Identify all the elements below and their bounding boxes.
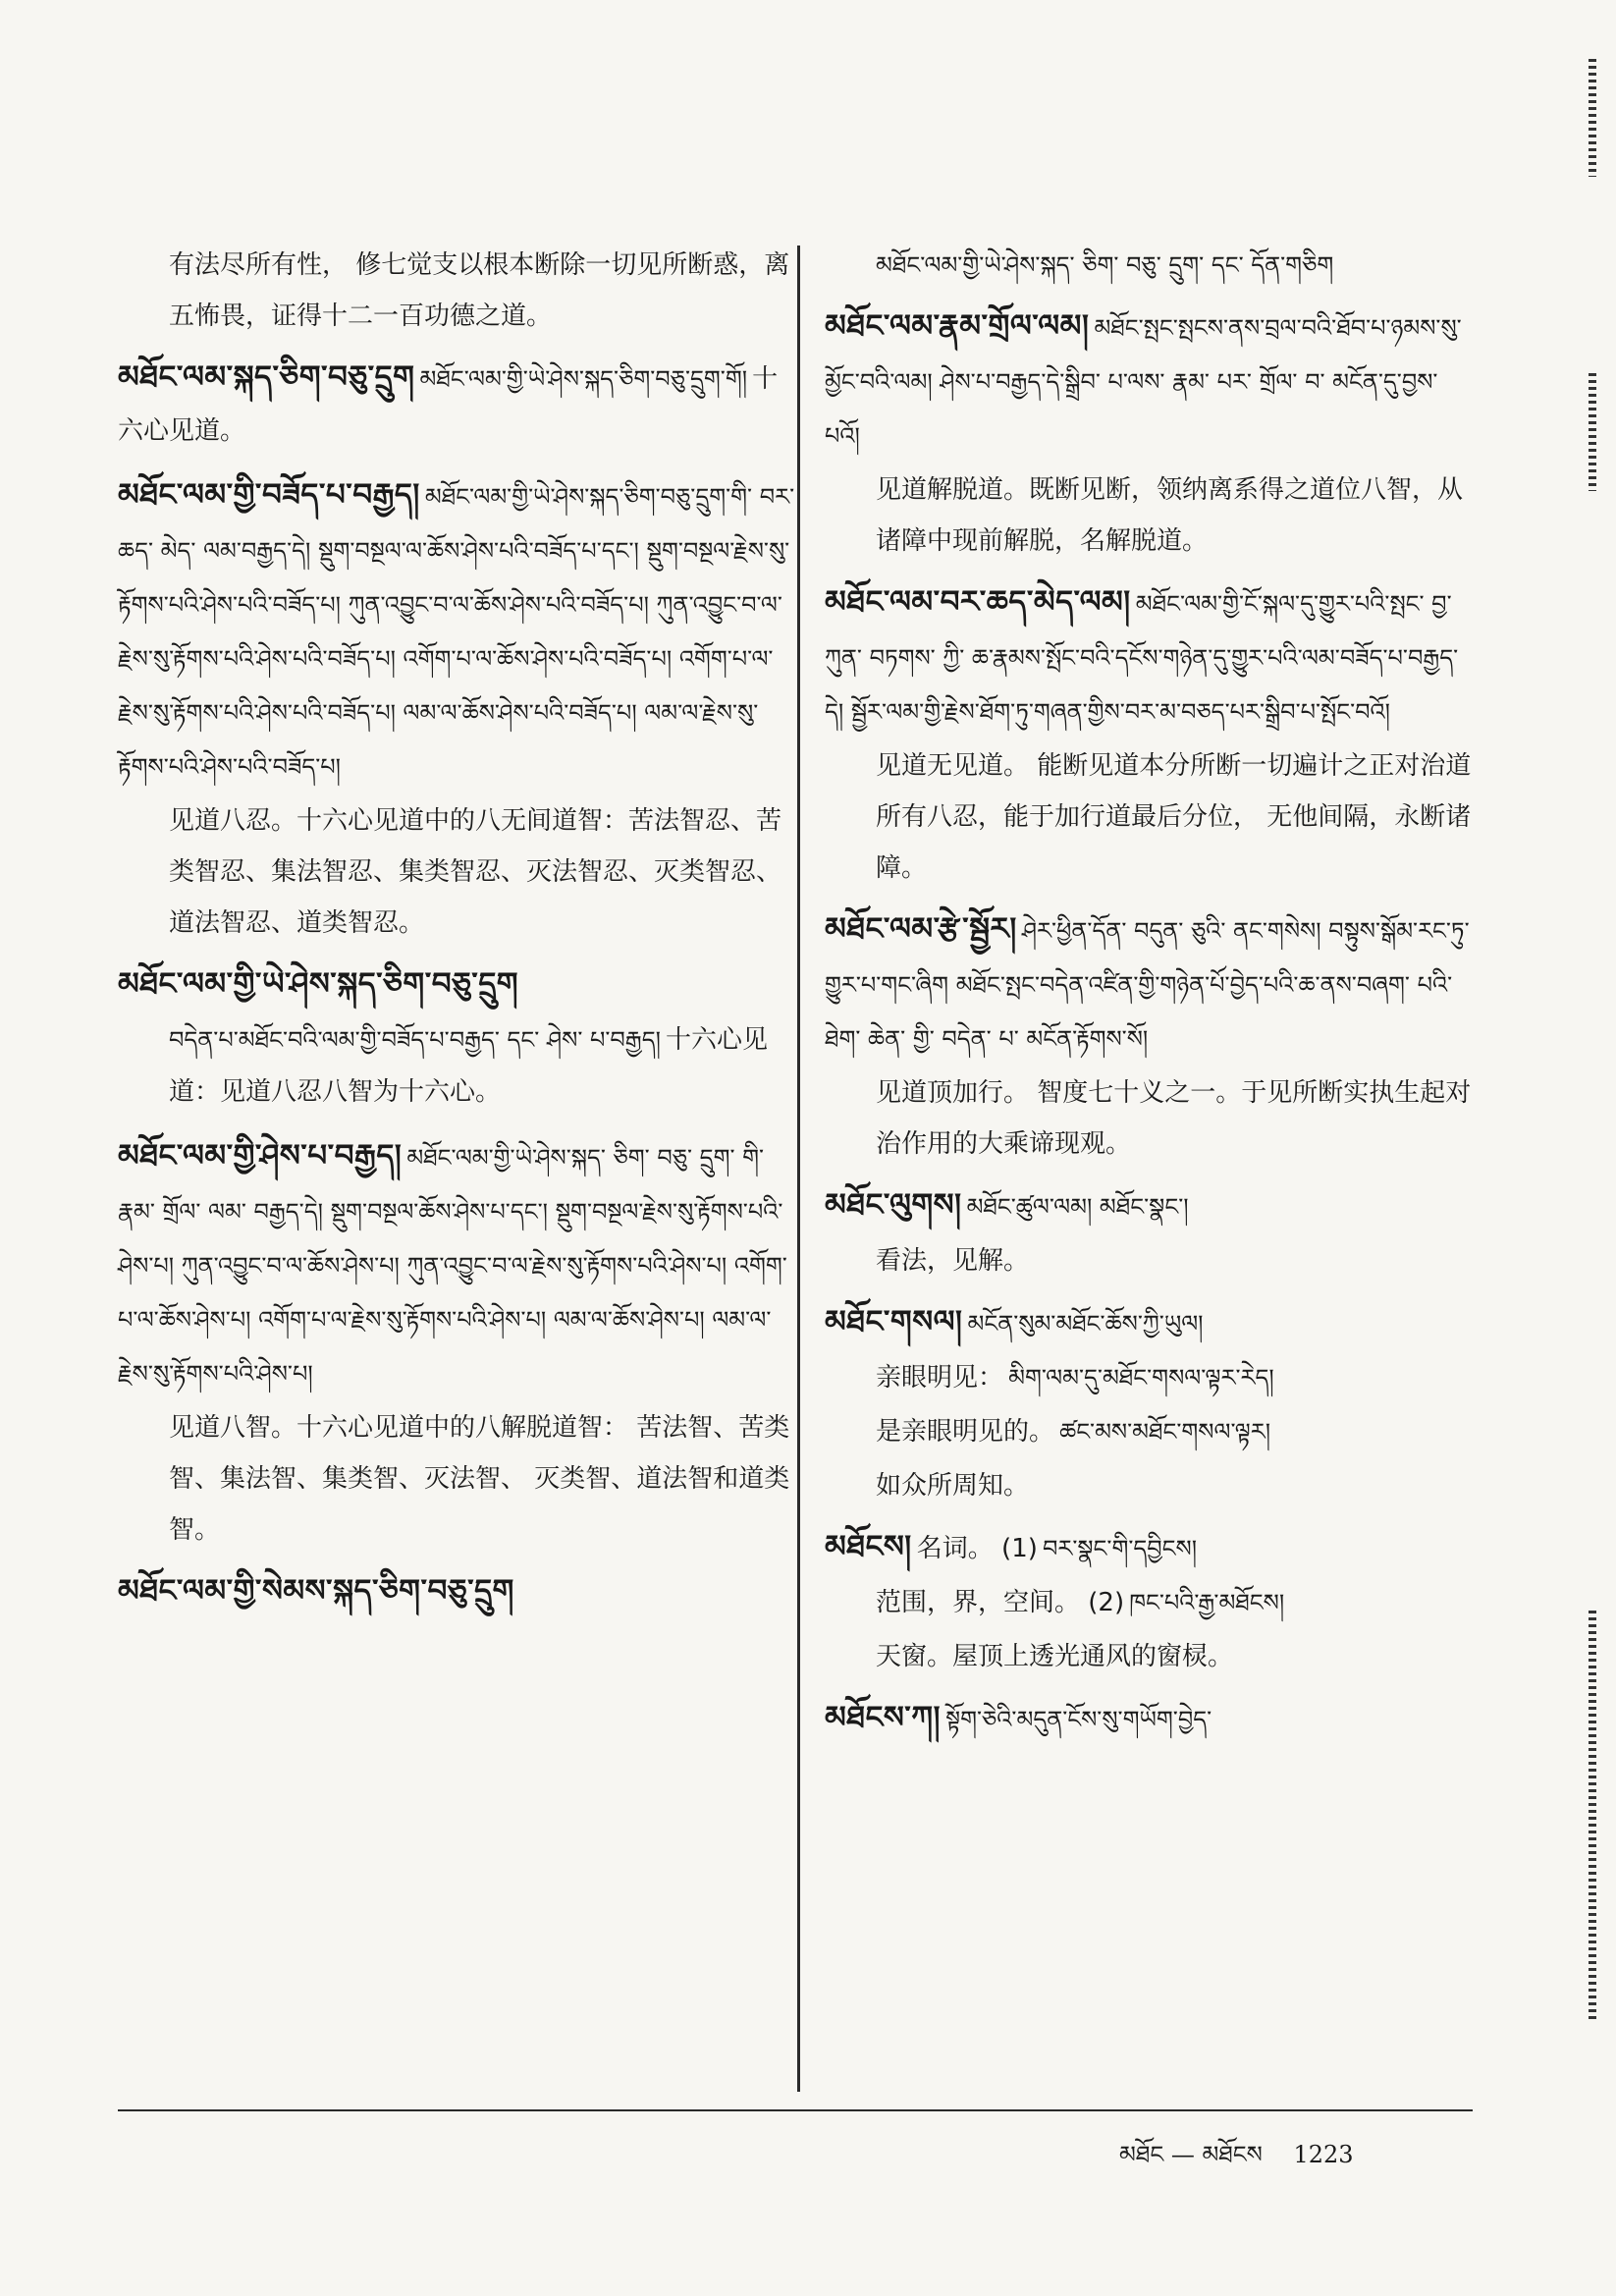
dictionary-entry bbox=[825, 1692, 1473, 1748]
definition-tib: བདེན་པ་མཐོང་བའི་ལམ་གྱི་བཟོད་པ་བརྒྱད་ དང་ ཤེས་ པ་བརྒྱད། bbox=[169, 1026, 661, 1054]
definition-tib: མཐོང་སྤང་སྤངས་ནས་བྲལ་བའི་ཐོབ་པ་ཉམས་སུ་མྱོང་བའི་ལམ། ཤེས་པ་བརྒྱད་དེ་སྒྲིབ་ པ་ལས་ རྣམ་ པར་ གྲོལ་ བ་ མངོན་དུ་བྱས་པའོ། bbox=[825, 314, 1462, 450]
scan-edge-mark bbox=[1589, 1611, 1596, 2023]
definition-zh: 见道顶加行。 智度七十义之一。于见所断实执生起对治作用的大乘谛现观。 bbox=[876, 1078, 1472, 1159]
definition-zh: 见道八智。十六心见道中的八解脱道智： 苦法智、苦类智、集法智、集类智、灭法智、 灭类智、道法智和道类智。 bbox=[169, 1413, 790, 1545]
continued-entry-right bbox=[825, 240, 1473, 291]
headword: མཐོང་ལམ་རྣམ་གྲོལ་ལམ། bbox=[825, 308, 1090, 344]
column-divider bbox=[797, 246, 800, 2092]
definition-zh: 见道解脱道。既断见断，领纳离系得之道位八智，从诸障中现前解脱，名解脱道。 bbox=[876, 475, 1464, 556]
definition-zh: 有法尽所有性， 修七觉支以根本断除一切见所断惑，离五怖畏，证得十二一百功德之道。 bbox=[169, 250, 790, 331]
definition-zh: 看法，见解。 bbox=[876, 1246, 1030, 1276]
headword: མཐོངས། bbox=[825, 1529, 912, 1564]
definition-tib: མཐོང་ལམ་གྱི་ཡེ་ཤེས་སྐད་ཅིག་བཅུ་དྲུག་གི་ བར་ ཆད་ མེད་ ལམ་བརྒྱད་དེ། སྡུག་བསྔལ་ལ་ཆོས་ཤེས་པའི་བཟོད་པ་དང་། སྡུག་བསྔལ་རྗེས་སུ་རྟོགས་པའི་ཤེས་པའི་བཟོད་པ། ཀུན་འབྱུང་བ་ལ་ཆོས་ཤེས་པའི་བཟོད་པ། ཀུན་འབྱུང་བ་ལ་རྗེས་སུ་རྟོགས་པའི་ཤེས་པའི་བཟོད་པ། འགོག་པ་ལ་ཆོས་ཤེས་པའི་བཟོད་པ། འགོག་པ་ལ་རྗེས་སུ་རྟོགས་པའི་ཤེས་པའི་བཟོད་པ། ལམ་ལ་ཆོས་ཤེས་པའི་བཟོད་པ། ལམ་ལ་རྗེས་སུ་རྟོགས་པའི་ཤེས་པའི་བཟོད་པ། bbox=[118, 483, 795, 781]
dictionary-entry bbox=[118, 469, 795, 949]
definition-tib: ཤེར་ཕྱིན་དོན་ བདུན་ ཅུའི་ ནང་གསེས། བསྟུས་སྒོམ་རང་ཏུ་གྱུར་པ་གང་ཞིག མཐོང་སྤང་བདེན་འཛིན་གྱི་གཉེན་པོ་བྱེད་པའི་ཆ་ནས་བཞག་ པའི་ ཐེག་ ཆེན་ གྱི་ བདེན་ པ་ མངོན་རྟོགས་སོ། bbox=[825, 917, 1470, 1053]
dictionary-entry bbox=[825, 1296, 1473, 1511]
definition-zh: 见道无见道。 能断见道本分所断一切遍计之正对治道所有八忍，能于加行道最后分位， 无他间隔，永断诸障。 bbox=[876, 751, 1472, 883]
continued-entry-left bbox=[118, 240, 795, 342]
headword: མཐོང་ལུགས། bbox=[825, 1187, 962, 1223]
scan-edge-mark bbox=[1589, 59, 1596, 177]
definition-zh: 十六心见道。 bbox=[118, 364, 779, 446]
definition-tib: སྟོག་ཅེའི་མདུན་ངོས་སུ་གཡོག་བྱེད་ bbox=[945, 1706, 1212, 1733]
headword: མཐོང་ལམ་གྱི་སེམས་སྐད་ཅིག་བཅུ་དྲུག bbox=[118, 1573, 514, 1609]
definition-tib: མཐོང་ལམ་གྱི་ཡེ་ཤེས་སྐད་ ཅིག་ བཅུ་ དྲུག་ དང་ དོན་གཅིག bbox=[876, 251, 1334, 279]
example-tib: མིག་ལམ་དུ་མཐོང་གསལ་ལྟར་རེད། bbox=[1008, 1364, 1274, 1392]
dictionary-entry bbox=[825, 1521, 1473, 1682]
dictionary-entry bbox=[118, 352, 795, 460]
definition-zh: 范围，界，空间。 (2) bbox=[876, 1588, 1125, 1617]
definition-tib: མངོན་སུམ་མཐོང་ཆོས་ཀྱི་ཡུལ། bbox=[967, 1310, 1204, 1338]
example-zh: 如众所周知。 bbox=[876, 1471, 1030, 1501]
definition-zh: 天窗。屋顶上透光通风的窗棂。 bbox=[876, 1642, 1234, 1671]
definition-tib: ཁང་པའི་རྒྱ་མཐོངས། bbox=[1129, 1589, 1285, 1616]
headword: མཐོང་ལམ་བར་ཆད་མེད་ལམ། bbox=[825, 584, 1131, 620]
definition-tib: མཐོང་ཚུལ་ལམ། མཐོང་སྣང་། bbox=[966, 1193, 1189, 1221]
definition-zh: 亲眼明见： bbox=[876, 1363, 1004, 1393]
dictionary-entry bbox=[118, 1130, 795, 1556]
headword: མཐོང་ལམ་གྱི་བཟོད་པ་བརྒྱད། bbox=[118, 477, 420, 513]
definition-tib: བར་སྣང་གི་དབྱིངས། bbox=[1042, 1535, 1198, 1562]
example-tib: ཚང་མས་མཐོང་གསལ་ལྟར། bbox=[1059, 1418, 1271, 1446]
scan-edge-mark bbox=[1589, 373, 1596, 491]
dictionary-entry bbox=[825, 576, 1473, 894]
headword: མཐོང་ལམ་གྱི་ཤེས་པ་བརྒྱད། bbox=[118, 1138, 403, 1174]
definition-tib: མཐོང་ལམ་གྱི་ཡེ་ཤེས་སྐད་ཅིག་བཅུ་དྲུག་གོ། bbox=[419, 365, 748, 393]
definition-zh: 见道八忍。十六心见道中的八无间道智：苦法智忍、苦类智忍、集法智忍、集类智忍、灭法智忍、灭类智忍、道法智忍、道类智忍。 bbox=[169, 806, 782, 938]
page-number: 1223 bbox=[1293, 2141, 1354, 2168]
dictionary-entry bbox=[825, 301, 1473, 567]
headword: མཐོང་ལམ་རྩེ་སྦྱོར། bbox=[825, 911, 1017, 947]
headword: མཐོང་ལམ་སྐད་ཅིག་བཅུ་དྲུག bbox=[118, 359, 415, 395]
dictionary-entry bbox=[118, 1565, 795, 1621]
left-column bbox=[118, 240, 795, 1631]
headword: མཐོང་ལམ་གྱི་ཡེ་ཤེས་སྐད་ཅིག་བཅུ་དྲུག bbox=[118, 966, 519, 1002]
dictionary-entry bbox=[118, 958, 795, 1121]
dictionary-entry bbox=[825, 903, 1473, 1170]
headword: མཐོངས་ཀ། bbox=[825, 1700, 942, 1735]
headword: མཐོང་གསལ། bbox=[825, 1304, 963, 1339]
example-zh: 是亲眼明见的。 bbox=[876, 1417, 1055, 1447]
definition-tib: མཐོང་ལམ་གྱི་ཡེ་ཤེས་སྐད་ ཅིག་ བཅུ་ དྲུག་ གི་ རྣམ་ གྲོལ་ ལམ་ བརྒྱད་དེ། སྡུག་བསྔལ་ཆོས་ཤེས་པ་དང་། སྡུག་བསྔལ་རྗེས་སུ་རྟོགས་པའི་ཤེས་པ། ཀུན་འབྱུང་བ་ལ་ཆོས་ཤེས་པ། ཀུན་འབྱུང་བ་ལ་རྗེས་སུ་རྟོགས་པའི་ཤེས་པ། འགོག་པ་ལ་ཆོས་ཤེས་པ། འགོག་པ་ལ་རྗེས་སུ་རྟོགས་པའི་ཤེས་པ། ལམ་ལ་ཆོས་ཤེས་པ། ལམ་ལ་རྗེས་སུ་རྟོགས་པའི་ཤེས་པ། bbox=[118, 1144, 787, 1388]
right-column bbox=[825, 240, 1473, 1758]
definition-zh: 十六心见道：见道八忍八智为十六心。 bbox=[169, 1025, 769, 1107]
dictionary-entry bbox=[825, 1179, 1473, 1286]
definition-tib: མཐོང་ལམ་གྱི་ངོ་སྐལ་དུ་གྱུར་པའི་སྤང་ བྱ་ ཀུན་ བཏགས་ ཀྱི་ ཆ་རྣམས་སྤོང་བའི་དངོས་གཉེན་དུ་གྱུར་པའི་ལམ་བཟོད་པ་བརྒྱད་དེ། སྦྱོར་ལམ་གྱི་རྗེས་ཐོག་ཏུ་གཞན་གྱིས་བར་མ་བཅད་པར་སྒྲིབ་པ་སྤོང་བའོ། bbox=[825, 590, 1459, 726]
guide-words: མཐོང — མཐོངས bbox=[1119, 2141, 1263, 2168]
page-footer bbox=[1119, 2129, 1377, 2195]
footer-rule bbox=[118, 2109, 1473, 2111]
definition-zh: 名词。 (1) bbox=[916, 1534, 1038, 1563]
